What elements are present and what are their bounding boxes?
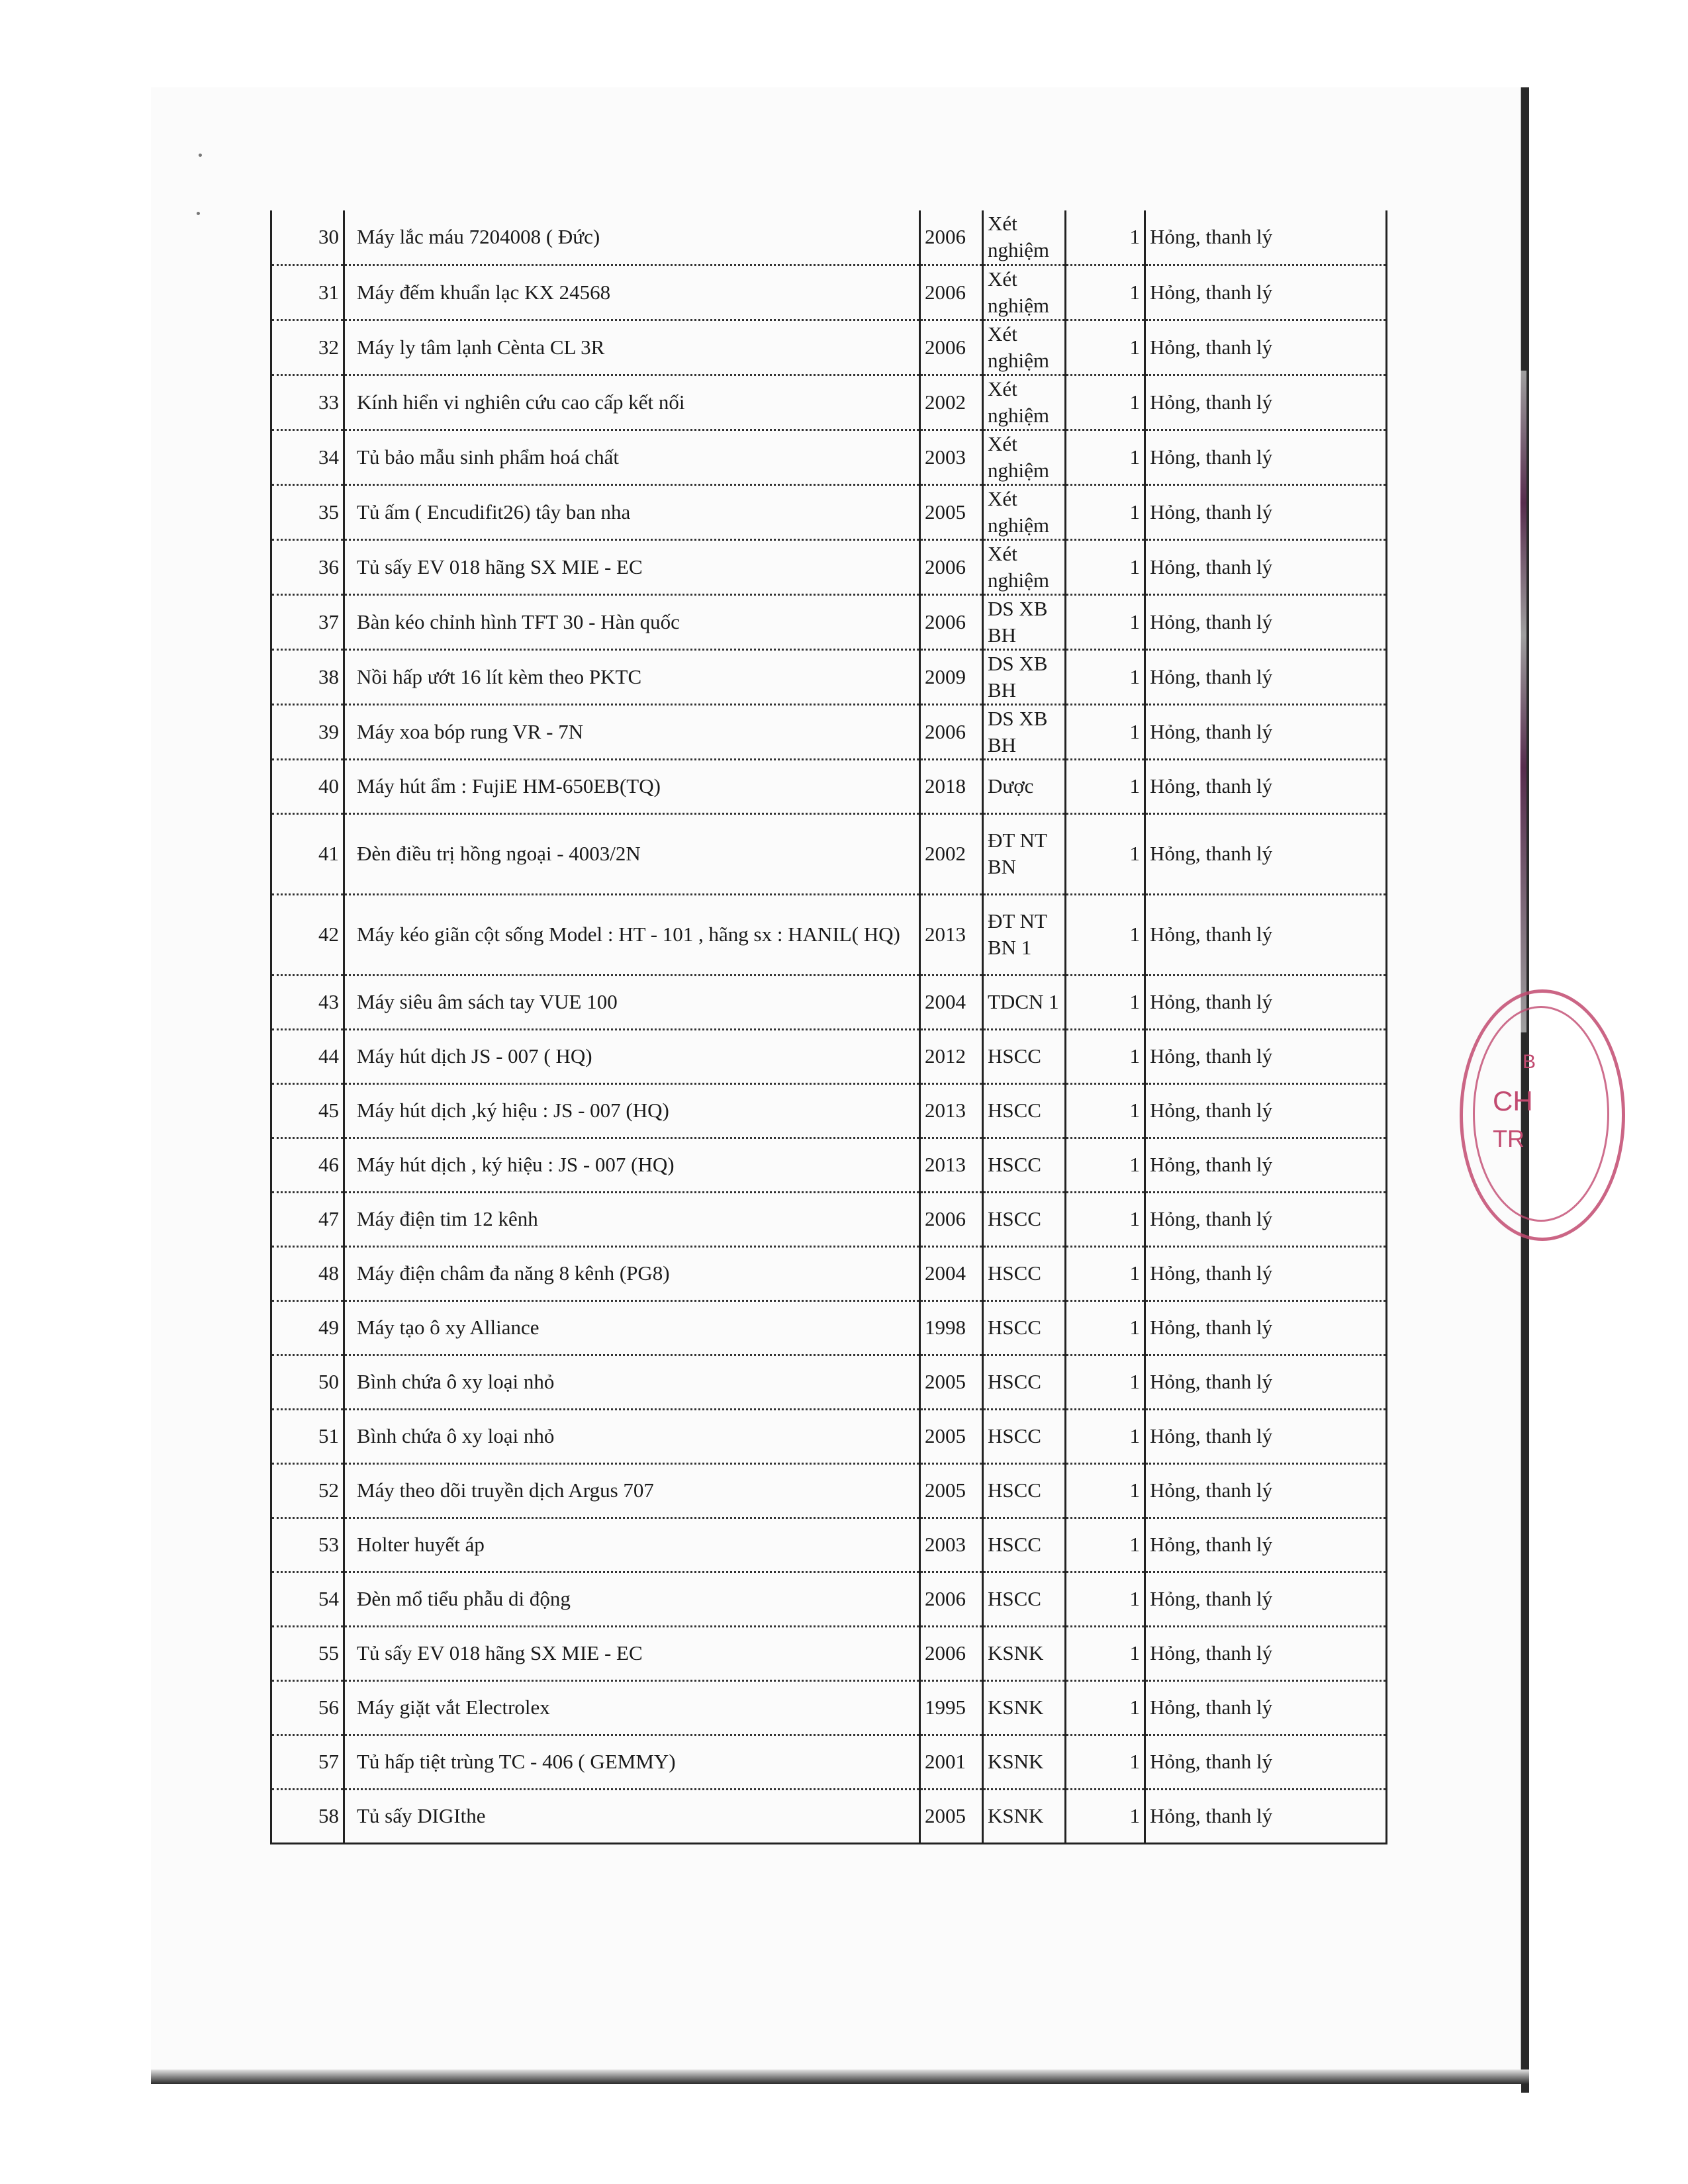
- table-row: [271, 1192, 1387, 1246]
- equipment-name-cell: Máy hút dịch ,ký hiệu : JS - 007 (HQ): [344, 1083, 920, 1138]
- year-in-use-cell: 2006: [920, 1626, 983, 1680]
- status-cell: Hỏng, thanh lý: [1145, 1138, 1387, 1192]
- year-in-use-cell: 2005: [920, 1409, 983, 1463]
- equipment-name-cell: Máy lắc máu 7204008 ( Đức): [344, 210, 920, 265]
- table-row: [271, 1029, 1387, 1083]
- status-cell: Hỏng, thanh lý: [1145, 1083, 1387, 1138]
- status-cell: Hỏng, thanh lý: [1145, 1680, 1387, 1735]
- year-in-use-cell: 2004: [920, 1246, 983, 1300]
- equipment-name-cell: Máy theo dõi truyền dịch Argus 707: [344, 1463, 920, 1518]
- year-in-use-cell: 2013: [920, 894, 983, 975]
- year-in-use-cell: 1995: [920, 1680, 983, 1735]
- year-in-use-cell: 2006: [920, 1572, 983, 1626]
- equipment-name-cell: Máy đếm khuẩn lạc KX 24568: [344, 265, 920, 320]
- equipment-name-cell: Máy kéo giãn cột sống Model : HT - 101 , hãng sx : HANIL( HQ): [344, 894, 920, 975]
- status-cell: Hỏng, thanh lý: [1145, 813, 1387, 894]
- year-in-use-cell: 2004: [920, 975, 983, 1029]
- row-number-cell: 51: [271, 1409, 344, 1463]
- status-cell: Hỏng, thanh lý: [1145, 704, 1387, 759]
- quantity-cell: 1: [1066, 704, 1145, 759]
- seal-text-fragment: CH: [1493, 1085, 1533, 1116]
- status-cell: Hỏng, thanh lý: [1145, 594, 1387, 649]
- department-cell: ĐT NT BN 1: [983, 894, 1066, 975]
- row-number-cell: 33: [271, 375, 344, 430]
- status-cell: Hỏng, thanh lý: [1145, 1355, 1387, 1409]
- quantity-cell: 1: [1066, 1518, 1145, 1572]
- quantity-cell: 1: [1066, 759, 1145, 813]
- quantity-cell: 1: [1066, 1680, 1145, 1735]
- seal-text-fragment: B: [1523, 1051, 1536, 1073]
- table-row: [271, 704, 1387, 759]
- status-cell: Hỏng, thanh lý: [1145, 210, 1387, 265]
- quantity-cell: 1: [1066, 1029, 1145, 1083]
- table-row: [271, 1572, 1387, 1626]
- scan-speck: [197, 212, 200, 215]
- quantity-cell: 1: [1066, 1083, 1145, 1138]
- binder-edge: [1520, 371, 1526, 1032]
- department-cell: DS XB BH: [983, 594, 1066, 649]
- table-row: [271, 1246, 1387, 1300]
- equipment-name-cell: Máy giặt vắt Electrolex: [344, 1680, 920, 1735]
- equipment-name-cell: Tủ sấy DIGIthe: [344, 1789, 920, 1843]
- quantity-cell: 1: [1066, 1192, 1145, 1246]
- quantity-cell: 1: [1066, 975, 1145, 1029]
- scan-speck: [199, 154, 202, 157]
- department-cell: HSCC: [983, 1246, 1066, 1300]
- equipment-name-cell: Máy tạo ô xy Alliance: [344, 1300, 920, 1355]
- row-number-cell: 45: [271, 1083, 344, 1138]
- status-cell: Hỏng, thanh lý: [1145, 1572, 1387, 1626]
- status-cell: Hỏng, thanh lý: [1145, 320, 1387, 375]
- department-cell: DS XB BH: [983, 649, 1066, 704]
- status-cell: Hỏng, thanh lý: [1145, 1789, 1387, 1843]
- row-number-cell: 40: [271, 759, 344, 813]
- status-cell: Hỏng, thanh lý: [1145, 1463, 1387, 1518]
- row-number-cell: 30: [271, 210, 344, 265]
- table-row: [271, 894, 1387, 975]
- equipment-name-cell: Tủ sấy EV 018 hãng SX MIE - EC: [344, 539, 920, 594]
- department-cell: HSCC: [983, 1409, 1066, 1463]
- table-body: [271, 210, 1387, 1843]
- year-in-use-cell: 2005: [920, 1355, 983, 1409]
- department-cell: Xét nghiệm: [983, 320, 1066, 375]
- status-cell: Hỏng, thanh lý: [1145, 430, 1387, 484]
- equipment-name-cell: Bình chứa ô xy loại nhỏ: [344, 1355, 920, 1409]
- quantity-cell: 1: [1066, 1355, 1145, 1409]
- year-in-use-cell: 2013: [920, 1083, 983, 1138]
- quantity-cell: 1: [1066, 1735, 1145, 1789]
- status-cell: Hỏng, thanh lý: [1145, 1029, 1387, 1083]
- table-row: [271, 1463, 1387, 1518]
- department-cell: HSCC: [983, 1192, 1066, 1246]
- table-row: [271, 210, 1387, 265]
- quantity-cell: 1: [1066, 430, 1145, 484]
- department-cell: HSCC: [983, 1355, 1066, 1409]
- row-number-cell: 50: [271, 1355, 344, 1409]
- status-cell: Hỏng, thanh lý: [1145, 1626, 1387, 1680]
- status-cell: Hỏng, thanh lý: [1145, 1300, 1387, 1355]
- quantity-cell: 1: [1066, 1246, 1145, 1300]
- department-cell: Xét nghiệm: [983, 484, 1066, 539]
- equipment-name-cell: Kính hiển vi nghiên cứu cao cấp kết nối: [344, 375, 920, 430]
- department-cell: KSNK: [983, 1626, 1066, 1680]
- equipment-name-cell: Máy siêu âm sách tay VUE 100: [344, 975, 920, 1029]
- quantity-cell: 1: [1066, 210, 1145, 265]
- quantity-cell: 1: [1066, 1138, 1145, 1192]
- quantity-cell: 1: [1066, 649, 1145, 704]
- row-number-cell: 39: [271, 704, 344, 759]
- equipment-name-cell: Tủ hấp tiệt trùng TC - 406 ( GEMMY): [344, 1735, 920, 1789]
- equipment-name-cell: Đèn mổ tiểu phẫu di động: [344, 1572, 920, 1626]
- year-in-use-cell: 2006: [920, 320, 983, 375]
- table-row: [271, 649, 1387, 704]
- equipment-name-cell: Máy xoa bóp rung VR - 7N: [344, 704, 920, 759]
- quantity-cell: 1: [1066, 1463, 1145, 1518]
- year-in-use-cell: 2002: [920, 375, 983, 430]
- department-cell: HSCC: [983, 1083, 1066, 1138]
- department-cell: ĐT NT BN: [983, 813, 1066, 894]
- row-number-cell: 55: [271, 1626, 344, 1680]
- equipment-name-cell: Máy hút ẩm : FujiE HM-650EB(TQ): [344, 759, 920, 813]
- equipment-name-cell: Máy ly tâm lạnh Cènta CL 3R: [344, 320, 920, 375]
- department-cell: HSCC: [983, 1029, 1066, 1083]
- department-cell: KSNK: [983, 1680, 1066, 1735]
- equipment-name-cell: Tủ ấm ( Encudifit26) tây ban nha: [344, 484, 920, 539]
- quantity-cell: 1: [1066, 320, 1145, 375]
- year-in-use-cell: 2001: [920, 1735, 983, 1789]
- seal-text-fragment: TR: [1493, 1125, 1524, 1152]
- table-row: [271, 1355, 1387, 1409]
- department-cell: TDCN 1: [983, 975, 1066, 1029]
- status-cell: Hỏng, thanh lý: [1145, 1246, 1387, 1300]
- quantity-cell: 1: [1066, 375, 1145, 430]
- table-row: [271, 375, 1387, 430]
- status-cell: Hỏng, thanh lý: [1145, 1735, 1387, 1789]
- table-row: [271, 1680, 1387, 1735]
- row-number-cell: 34: [271, 430, 344, 484]
- department-cell: HSCC: [983, 1300, 1066, 1355]
- equipment-name-cell: Máy hút dịch , ký hiệu : JS - 007 (HQ): [344, 1138, 920, 1192]
- row-number-cell: 44: [271, 1029, 344, 1083]
- department-cell: Xét nghiệm: [983, 265, 1066, 320]
- table-row: [271, 320, 1387, 375]
- status-cell: Hỏng, thanh lý: [1145, 975, 1387, 1029]
- row-number-cell: 38: [271, 649, 344, 704]
- department-cell: HSCC: [983, 1138, 1066, 1192]
- row-number-cell: 36: [271, 539, 344, 594]
- year-in-use-cell: 2006: [920, 1192, 983, 1246]
- status-cell: Hỏng, thanh lý: [1145, 894, 1387, 975]
- equipment-name-cell: Holter huyết áp: [344, 1518, 920, 1572]
- department-cell: Dược: [983, 759, 1066, 813]
- row-number-cell: 48: [271, 1246, 344, 1300]
- page-bottom-shadow: [151, 2070, 1529, 2084]
- table-row: [271, 484, 1387, 539]
- equipment-liquidation-table: [270, 210, 1387, 1844]
- quantity-cell: 1: [1066, 813, 1145, 894]
- status-cell: Hỏng, thanh lý: [1145, 265, 1387, 320]
- table-row: [271, 265, 1387, 320]
- row-number-cell: 37: [271, 594, 344, 649]
- table-row: [271, 1138, 1387, 1192]
- equipment-name-cell: Máy điện tim 12 kênh: [344, 1192, 920, 1246]
- department-cell: Xét nghiệm: [983, 430, 1066, 484]
- status-cell: Hỏng, thanh lý: [1145, 649, 1387, 704]
- year-in-use-cell: 2003: [920, 1518, 983, 1572]
- year-in-use-cell: 2009: [920, 649, 983, 704]
- status-cell: Hỏng, thanh lý: [1145, 1409, 1387, 1463]
- equipment-name-cell: Đèn điều trị hồng ngoại - 4003/2N: [344, 813, 920, 894]
- department-cell: HSCC: [983, 1572, 1066, 1626]
- department-cell: Xét nghiệm: [983, 375, 1066, 430]
- quantity-cell: 1: [1066, 594, 1145, 649]
- status-cell: Hỏng, thanh lý: [1145, 539, 1387, 594]
- table-row: [271, 594, 1387, 649]
- row-number-cell: 47: [271, 1192, 344, 1246]
- row-number-cell: 49: [271, 1300, 344, 1355]
- year-in-use-cell: 2006: [920, 210, 983, 265]
- year-in-use-cell: 2005: [920, 1463, 983, 1518]
- table-row: [271, 1518, 1387, 1572]
- department-cell: KSNK: [983, 1735, 1066, 1789]
- department-cell: DS XB BH: [983, 704, 1066, 759]
- year-in-use-cell: 2002: [920, 813, 983, 894]
- department-cell: Xét nghiệm: [983, 539, 1066, 594]
- table-row: [271, 1083, 1387, 1138]
- department-cell: Xét nghiệm: [983, 210, 1066, 265]
- status-cell: Hỏng, thanh lý: [1145, 375, 1387, 430]
- quantity-cell: 1: [1066, 1409, 1145, 1463]
- department-cell: HSCC: [983, 1518, 1066, 1572]
- row-number-cell: 32: [271, 320, 344, 375]
- year-in-use-cell: 2006: [920, 704, 983, 759]
- equipment-name-cell: Bàn kéo chỉnh hình TFT 30 - Hàn quốc: [344, 594, 920, 649]
- equipment-name-cell: Bình chứa ô xy loại nhỏ: [344, 1409, 920, 1463]
- year-in-use-cell: 2012: [920, 1029, 983, 1083]
- year-in-use-cell: 2003: [920, 430, 983, 484]
- row-number-cell: 58: [271, 1789, 344, 1843]
- department-cell: HSCC: [983, 1463, 1066, 1518]
- table-row: [271, 539, 1387, 594]
- row-number-cell: 42: [271, 894, 344, 975]
- equipment-name-cell: Máy điện châm đa năng 8 kênh (PG8): [344, 1246, 920, 1300]
- quantity-cell: 1: [1066, 484, 1145, 539]
- row-number-cell: 52: [271, 1463, 344, 1518]
- year-in-use-cell: 1998: [920, 1300, 983, 1355]
- row-number-cell: 31: [271, 265, 344, 320]
- row-number-cell: 43: [271, 975, 344, 1029]
- status-cell: Hỏng, thanh lý: [1145, 484, 1387, 539]
- table-row: [271, 430, 1387, 484]
- table-row: [271, 813, 1387, 894]
- table-row: [271, 1626, 1387, 1680]
- equipment-name-cell: Tủ bảo mẫu sinh phẩm hoá chất: [344, 430, 920, 484]
- quantity-cell: 1: [1066, 265, 1145, 320]
- row-number-cell: 41: [271, 813, 344, 894]
- year-in-use-cell: 2018: [920, 759, 983, 813]
- table-row: [271, 1409, 1387, 1463]
- equipment-name-cell: Máy hút dịch JS - 007 ( HQ): [344, 1029, 920, 1083]
- row-number-cell: 46: [271, 1138, 344, 1192]
- table-row: [271, 1735, 1387, 1789]
- row-number-cell: 35: [271, 484, 344, 539]
- table-row: [271, 1789, 1387, 1843]
- year-in-use-cell: 2006: [920, 539, 983, 594]
- status-cell: Hỏng, thanh lý: [1145, 759, 1387, 813]
- status-cell: Hỏng, thanh lý: [1145, 1518, 1387, 1572]
- year-in-use-cell: 2005: [920, 1789, 983, 1843]
- year-in-use-cell: 2005: [920, 484, 983, 539]
- table-row: [271, 975, 1387, 1029]
- row-number-cell: 54: [271, 1572, 344, 1626]
- quantity-cell: 1: [1066, 1572, 1145, 1626]
- quantity-cell: 1: [1066, 1300, 1145, 1355]
- row-number-cell: 57: [271, 1735, 344, 1789]
- department-cell: KSNK: [983, 1789, 1066, 1843]
- table-row: [271, 759, 1387, 813]
- year-in-use-cell: 2006: [920, 265, 983, 320]
- equipment-name-cell: Nồi hấp ướt 16 lít kèm theo PKTC: [344, 649, 920, 704]
- year-in-use-cell: 2013: [920, 1138, 983, 1192]
- quantity-cell: 1: [1066, 1789, 1145, 1843]
- row-number-cell: 53: [271, 1518, 344, 1572]
- status-cell: Hỏng, thanh lý: [1145, 1192, 1387, 1246]
- quantity-cell: 1: [1066, 539, 1145, 594]
- table-row: [271, 1300, 1387, 1355]
- quantity-cell: 1: [1066, 894, 1145, 975]
- equipment-name-cell: Tủ sấy EV 018 hãng SX MIE - EC: [344, 1626, 920, 1680]
- year-in-use-cell: 2006: [920, 594, 983, 649]
- row-number-cell: 56: [271, 1680, 344, 1735]
- quantity-cell: 1: [1066, 1626, 1145, 1680]
